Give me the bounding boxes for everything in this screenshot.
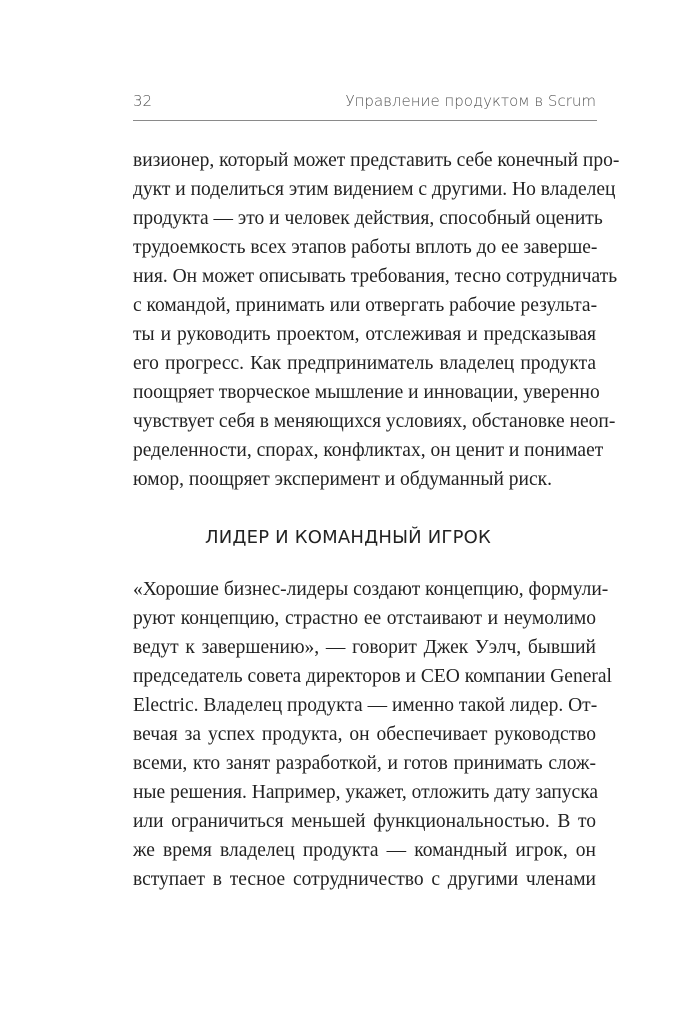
- text-line: ты и руководить проектом, отслеживая и предсказывая: [133, 324, 596, 345]
- text-line: поощряет творческое мышление и инновации, уверенно: [133, 382, 600, 403]
- running-title: Управление продуктом в Scrum: [345, 92, 596, 110]
- text-line: трудоемкость всех этапов работы вплоть до ее заверше-: [133, 237, 598, 258]
- text-line: юмор, поощряет эксперимент и обдуманный риск.: [133, 469, 552, 490]
- text-line: ведут к завершению», — говорит Джек Уэлч, бывший: [133, 637, 596, 658]
- text-line: с командой, принимать или отвергать рабочие результа-: [133, 295, 598, 316]
- text-line: ные решения. Например, укажет, отложить дату запуска: [133, 782, 599, 803]
- text-line: «Хорошие бизнес-лидеры создают концепцию, формули-: [133, 579, 609, 600]
- text-line: Electric. Владелец продукта — именно такой лидер. От-: [133, 695, 598, 716]
- text-line: визионер, который может представить себе конечный про-: [133, 150, 620, 171]
- text-line: всеми, кто занят разработкой, и готов принимать слож-: [133, 753, 596, 774]
- text-line: председатель совета директоров и CEO компании General: [133, 666, 612, 687]
- text-line: ния. Он может описывать требования, тесно сотрудничать: [133, 266, 618, 287]
- header-rule: [133, 120, 597, 121]
- text-line: руют концепцию, страстно ее отстаивают и неумолимо: [133, 608, 596, 629]
- text-line: ределенности, спорах, конфликтах, он ценит и понимает: [133, 440, 604, 461]
- page-number: 32: [133, 92, 153, 110]
- text-line: продукта — это и человек действия, способный оценить: [133, 208, 603, 229]
- text-line: же время владелец продукта — командный игрок, он: [133, 840, 596, 861]
- running-header: [133, 92, 596, 118]
- text-line: дукт и поделиться этим видением с другими. Но владелец: [133, 179, 616, 200]
- text-line: или ограничиться меньшей функциональностью. В то: [133, 811, 596, 832]
- text-line: вечая за успех продукта, он обеспечивает руководство: [133, 724, 596, 745]
- section-heading: ЛИДЕР И КОМАНДНЫЙ ИГРОК: [204, 527, 492, 548]
- text-line: его прогресс. Как предприниматель владелец продукта: [133, 353, 596, 374]
- body-paragraph-1: [133, 146, 620, 494]
- body-paragraph-2: [133, 575, 612, 894]
- text-line: чувствует себя в меняющихся условиях, обстановке неоп-: [133, 411, 616, 432]
- text-line: вступает в тесное сотрудничество с другими членами: [133, 869, 596, 890]
